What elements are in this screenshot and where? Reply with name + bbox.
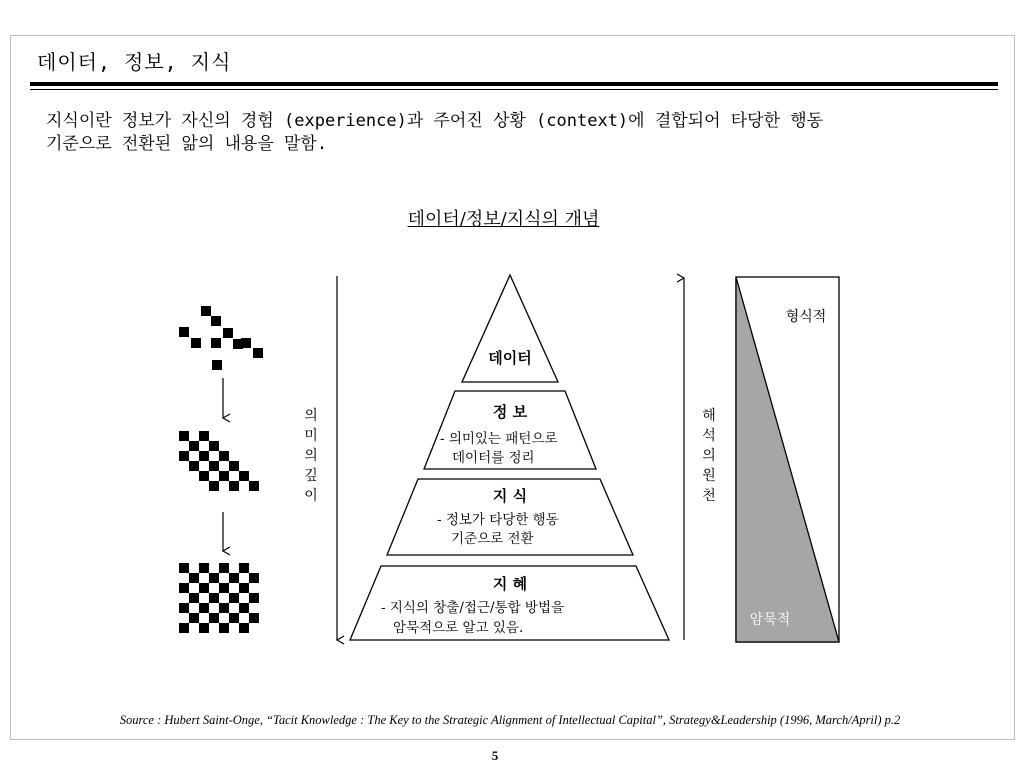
axis-char: 깊: [304, 468, 318, 484]
source-citation: Source : Hubert Saint-Onge, “Tacit Knowledge : The Key to the Strategic Alignment of Intellectual Capital”, Strategy&Leadership (1996, March/April) p.2: [119, 713, 901, 727]
axis-char: 의: [304, 448, 318, 464]
axis-char: 원: [702, 468, 716, 484]
information-layer-title: 정 보: [492, 403, 528, 421]
axis-char: 천: [702, 488, 716, 504]
partial-checker-icon: [179, 431, 259, 491]
meaning-depth-label: [304, 407, 318, 504]
intro-line-1: 지식이란 정보가 자신의 경험 (experience)과 주어진 상황 (context)에 결합되어 타당한 행동: [46, 111, 824, 131]
axis-char: 이: [304, 488, 318, 504]
information-layer-desc-1: - 의미있는 패턴으로: [440, 431, 558, 447]
knowledge-layer-desc-1: - 정보가 타당한 행동: [437, 512, 559, 528]
slide-title: 데이터, 정보, 지식: [37, 50, 232, 74]
wisdom-layer-desc-2: 암묵적으로 알고 있음.: [393, 620, 524, 636]
information-layer-desc-2: 데이터를 정리: [452, 450, 535, 466]
data-layer-title: 데이터: [488, 349, 532, 367]
diagram-caption-text: 데이터/정보/지식의 개념: [407, 209, 600, 230]
axis-char: 미: [304, 428, 318, 444]
page-number: 5: [491, 748, 499, 763]
knowledge-layer-title: 지 식: [492, 487, 528, 505]
full-checker-icon: [179, 563, 259, 633]
axis-char: 석: [702, 428, 716, 444]
sparse-pattern-icon: [179, 306, 263, 370]
axis-char: 의: [304, 408, 318, 424]
wisdom-layer-desc-1: - 지식의 창출/접근/통합 방법을: [381, 600, 565, 616]
tacit-label: 암묵적: [749, 612, 791, 628]
axis-char: 의: [702, 448, 716, 464]
wisdom-layer-title: 지 혜: [492, 575, 528, 593]
explicit-label: 형식적: [785, 309, 827, 325]
interpretation-source-label: [702, 407, 716, 504]
axis-char: 해: [702, 408, 716, 424]
knowledge-layer-desc-2: 기준으로 전환: [451, 531, 534, 547]
intro-line-2: 기준으로 전환된 앎의 내용을 말함.: [46, 134, 328, 154]
